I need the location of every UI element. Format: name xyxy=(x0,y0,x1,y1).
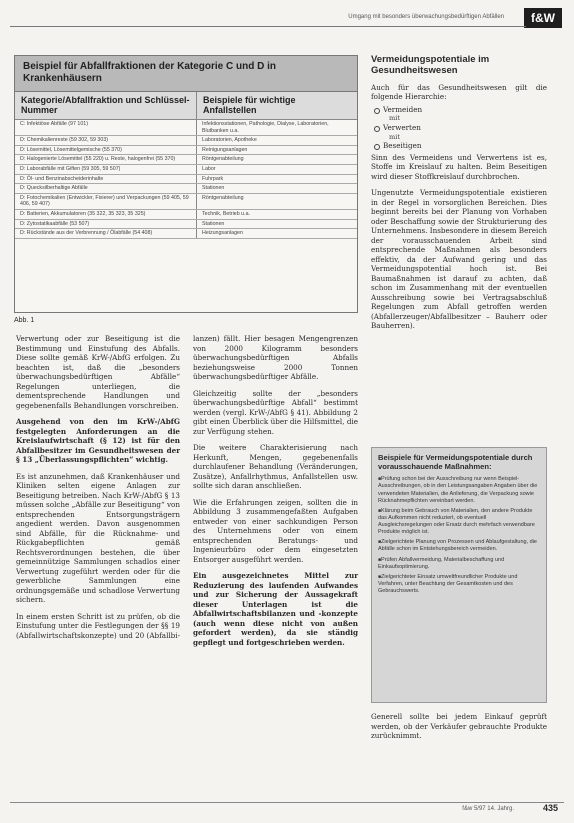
footer-rule xyxy=(10,802,564,803)
figure-row-category: D: Öl- und Benzinabscheiderinhalte xyxy=(15,175,197,184)
figure-row xyxy=(15,210,357,220)
text-column-right xyxy=(371,55,547,338)
figure-row-category: D: Lösemittel, Lösemittelgemische (55 370) xyxy=(15,146,197,155)
figure-row xyxy=(15,184,357,194)
figure-caption: Abb. 1 xyxy=(14,317,35,324)
figure-row xyxy=(15,229,357,239)
info-box-item: ■ Zielgerichtete Planung von Prozessen und Ablaufgestaltung, die Abfälle schon im Entstehungsbereich vermeiden. xyxy=(378,539,540,553)
figure-row xyxy=(15,165,357,175)
page-number: 435 xyxy=(542,803,558,813)
figure-table-header xyxy=(15,92,357,120)
hierarchy-list xyxy=(371,105,547,151)
hierarchy-item: Verwerten xyxy=(371,123,547,133)
body-paragraph: In einem ersten Schritt ist zu prüfen, ob die Einstufung unter die Festlegungen der §§ 19 (Abfallwirtschaftskonzepte) und 20 (Abfallbi- xyxy=(16,611,181,640)
figure-row-location: Labor xyxy=(202,166,216,173)
info-box-item: ■ Klärung beim Gebrauch von Materialien, den andere Produkte das Aufkommen nicht reduziert, ob eventuell Ausgleichsregelungen oder Ersatz durch mehrfach verwendbare Produkte möglich ist. xyxy=(378,508,540,537)
figure-row-category: D: Zytostatikaabfälle (53 507) xyxy=(15,220,197,229)
figure-rows xyxy=(15,120,357,239)
figure-row-location: Laboratorien, Apotheke xyxy=(202,137,257,144)
hierarchy-connector: mit xyxy=(389,114,401,123)
figure-row-category: D: Halogenierte Lösemittel (55 220) u. Reste, halogenfrei (55 370) xyxy=(15,155,197,164)
info-box-item: ■ Zielgerichteter Einsatz umweltfreundlicher Produkte und Verfahren, unter Beachtung der Gesamtkosten und des Gebrauchswerts. xyxy=(378,574,540,595)
text-column-left xyxy=(16,334,180,798)
section-heading: Vermeidungspotentiale im Gesundheitswesen xyxy=(371,54,490,76)
figure-row-category: D: Batterien, Akkumulatoren (35 322, 35 323, 35 325) xyxy=(15,210,197,219)
figure-table-body xyxy=(15,92,357,239)
figure-row-location: Röntgenabteilung xyxy=(202,156,244,163)
journal-logo: f&W xyxy=(524,8,562,28)
info-box xyxy=(371,447,547,703)
figure-row-location: Heizungsanlagen xyxy=(202,230,243,237)
figure-row xyxy=(15,220,357,230)
running-title: Umgang mit besonders überwachungsbedürftigen Abfällen xyxy=(348,14,504,20)
figure-row-category: C: Infektiöse Abfälle (97 101) xyxy=(15,120,197,135)
info-box-title: Beispiele für Vermeidungspotentiale durch vorausschauende Maßnahmen: xyxy=(378,453,533,472)
figure-row xyxy=(15,136,357,146)
figure-row-location: Fuhrpark xyxy=(202,175,224,182)
text-column-middle xyxy=(193,334,358,798)
figure-table xyxy=(14,55,358,313)
body-paragraph: Wie die Erfahrungen zeigen, sollten die in Abbildung 3 zusammengefaßten Aufgaben entweder von einer sachkundigen Person des Unternehmens oder von einem entsprechenden Beratungs- und Ingenieurbüro oder dem eingesetzten Entsorger ausgeführt werden. xyxy=(193,497,358,564)
hierarchy-item: Beseitigen xyxy=(371,141,547,151)
figure-row-location: Infektionsstationen, Pathologie, Dialyse, Laboratorien, Blutbanken u.a. xyxy=(202,121,329,134)
footer-journal: f&w 5/97 14. Jahrg. xyxy=(462,806,514,812)
figure-row xyxy=(15,155,357,165)
figure-row-category: D: Rückstände aus der Verbrennung / Ölabfälle (54 408) xyxy=(15,229,197,238)
figure-row-category: D: Quecksilberhaltige Abfälle xyxy=(15,184,197,193)
figure-col1-header: Kategorie/Abfallfraktion und Schlüssel-Nummer xyxy=(15,92,197,119)
figure-col2-header: Beispiele für wichtige Anfallstellen xyxy=(203,95,296,116)
figure-row xyxy=(15,146,357,156)
body-paragraph: Ausgehend von den im KrW-/AbfG festgelegten Anforderungen an die Kreislaufwirtschaft (§ 12) ist für den Abfallbesitzer im Gesundheitswesen der § 13 „Überlassungspflichten“ wichtig. xyxy=(16,417,180,464)
info-box-item: ■ Prüfen Abfallvermeidung, Materialbeschaffung und Einkaufsoptimierung. xyxy=(378,557,540,571)
figure-row-location: Stationen xyxy=(202,220,225,227)
figure-row-location: Stationen xyxy=(202,185,225,192)
figure-row xyxy=(15,120,357,136)
figure-title: Beispiel für Abfallfraktionen der Kategorie C und D in Krankenhäusern xyxy=(15,56,357,92)
figure-row xyxy=(15,175,357,185)
figure-row-category: D: Laborabfälle mit Giften (59 305, 59 507) xyxy=(15,165,197,174)
figure-row xyxy=(15,194,357,210)
body-paragraph: Ein ausgezeichnetes Mittel zur Reduzierung des laufenden Aufwandes und zur Sicherung der Aussagekraft dieser Unterlagen ist die Abfallwirtschaftsbilanzen und -konzepte (auch wenn diese nicht von außen gefordert werden), da sie ständig gepflegt und fortgeschrieben werden. xyxy=(193,571,358,647)
body-paragraph: Verwertung oder zur Beseitigung ist die Bestimmung und Einstufung des Abfalls. Diese sollte gemäß KrW-/AbfG erfolgen. Zu beachten ist, daß die „besonders überwachungsbedürftigen Abfälle“ Regelungen unterliegen, die dementsprechende Handlungen und gegebenenfalls Behandlungen vorschreiben. xyxy=(16,334,180,410)
header-rule xyxy=(10,26,526,27)
hierarchy-intro: Auch für das Gesundheitswesen gilt die folgende Hierarchie: xyxy=(371,82,547,102)
info-box-item: ■ Prüfung schon bei der Ausschreibung nur wenn Beispiel-Ausschreibungen, ob in den Leistungsangaben Angaben über die verwendeten Materialien, die Anlieferung, die Verpackung sowie Rücknahmepflichten vereinbart werden. xyxy=(378,476,540,505)
body-paragraph: lanzen) fällt. Hier besagen Mengengrenzen von 2000 Kilogramm besonders überwachungsbedürftigen Abfalls beziehungsweise 2000 Tonnen überwachungsbedürftiger Abfälle. xyxy=(193,334,358,381)
figure-row-location: Röntgenabteilung xyxy=(202,194,244,201)
body-paragraph: Die weitere Charakterisierung nach Herkunft, Mengen, gegebenenfalls durchlaufener Behandlung (Veränderungen, Zusätze), Anfallrhythmus, Anfallstellen usw. sollte sich daran anschließen. xyxy=(193,443,358,490)
hierarchy-item: Vermeiden xyxy=(371,105,547,115)
closing-paragraph: Generell sollte bei jedem Einkauf geprüft werden, ob der Verkäufer gebrauchte Produkte zurücknimmt. xyxy=(371,712,547,740)
figure-row-category: D: Chemikalienreste (59 302, 59 303) xyxy=(15,136,197,145)
right-paragraph: Sinn des Vermeidens und Verwertens ist es, Stoffe im Kreislauf zu halten. Beim Beseitigen wird dieser Stoffkreislauf durchbrochen. xyxy=(371,152,547,181)
closing-paragraph-container xyxy=(371,712,547,748)
figure-row-location: Reinigungsanlagen xyxy=(202,146,248,153)
hierarchy-connector: mit xyxy=(389,132,401,141)
body-paragraph: Es ist anzunehmen, daß Krankenhäuser und Kliniken selten eigene Anlagen zur Beseitigung betreiben. Nach KrW-/AbfG § 13 müssen solche „Abfälle zur Beseitigung“ von entsprechenden Entsorgungsträgern angedient werden. Davon ausgenommen sind Abfälle, für die Rücknahme- und Rückgabepflichten gemäß Rechtsverordnungen bestehen, die über gemeinnützige Sammlungen schadlos einer Verwertung zugeführt werden oder für die gewerbliche Sammlungen eine ordnungsgemäße und schadlose Verwertung sichern. xyxy=(16,471,180,604)
body-paragraph: Gleichzeitig sollte der „besonders überwachungsbedürftige Abfall“ bestimmt werden (vergl. KrW-/AbfG § 41). Abbildung 2 gibt einen Überblick über die Hilfsmittel, die zur Verfügung stehen. xyxy=(193,388,358,436)
figure-row-category: D: Fotochemikalien (Entwickler, Fixierer) und Verpackungen (59 405, 59 406, 59 407) xyxy=(15,194,197,209)
figure-row-location: Technik, Betrieb u.a. xyxy=(202,211,250,218)
right-paragraph: Ungenutzte Vermeidungspotentiale existieren in der Regel in vorsorglichen Bereichen. Dies beginnt bereits bei der Planung von Vorhaben oder Beschaffung sowie der Strukturierung des Unternehmens. Insbesondere in diesem Bereich der vorausschauenden Arbeit sind entsprechende Maßnahmen als besonders effektiv, da der Aufwand gering und das Vermeidungspotential hoch ist. Bei Baumaßnahmen ist darauf zu achten, daß schon im Zusammenhang mit der eventuellen Ausschreibung sowie bei Vertragsabschluß Regelungen zum Abfall getroffen werden (Abfallerzeuger/Abfallbesitzer – Bauherr oder Bauherren). xyxy=(371,188,547,331)
